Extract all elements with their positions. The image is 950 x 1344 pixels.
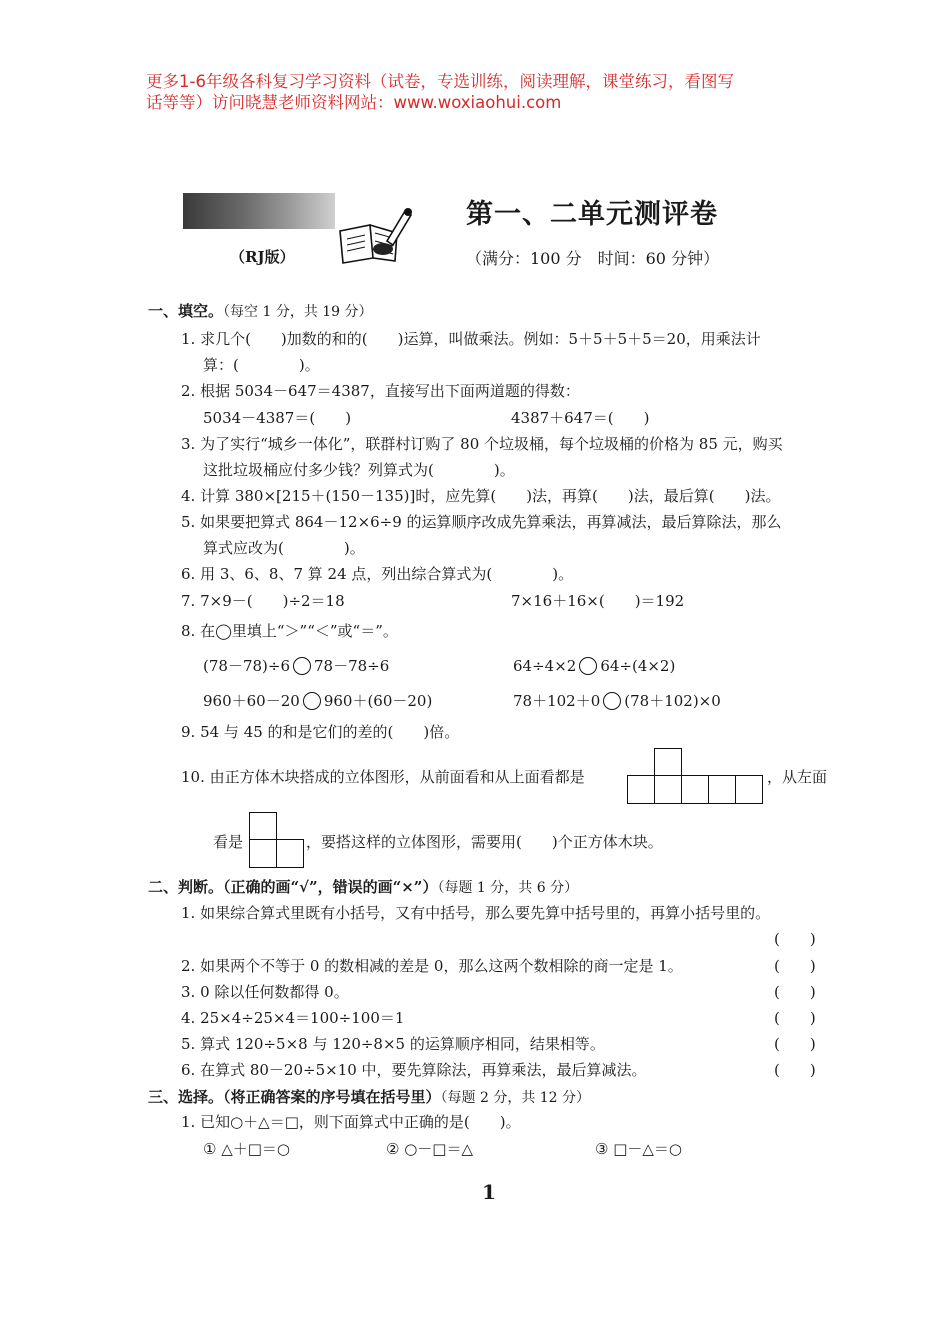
book-pencil-icon	[335, 203, 415, 265]
judge-blank-3[interactable]: ( )	[774, 983, 816, 1001]
judge-blank-6[interactable]: ( )	[774, 1061, 816, 1079]
judge-item-3: 3. 0 除以任何数都得 0。	[181, 983, 349, 1001]
section1-note: （每空 1 分，共 19 分）	[223, 304, 373, 320]
front-view-figure	[627, 748, 767, 804]
judge-item-5: 5. 算式 120÷5×8 与 120÷8×5 的运算顺序相同，结果相等。	[181, 1035, 605, 1053]
choice-option-3[interactable]: ③ □－△＝○	[595, 1140, 683, 1158]
choice-q1: 1. 已知○＋△＝□，则下面算式中正确的是( )。	[181, 1113, 521, 1131]
section3-heading	[148, 1086, 590, 1107]
section3-note: （每题 2 分，共 12 分）	[440, 1090, 591, 1106]
q8-item-4-left: 78＋102＋0	[513, 692, 601, 710]
q8-item-1	[203, 656, 389, 676]
q6-text: 6. 用 3、6、8、7 算 24 点，列出综合算式为( )。	[181, 565, 574, 583]
figure-cell	[627, 775, 655, 804]
section1-title: 一、填空。	[148, 302, 224, 320]
judge-item-6: 6. 在算式 80－20÷5×10 中，要先算除法，再算乘法，最后算减法。	[181, 1061, 647, 1079]
figure-cell	[249, 839, 277, 868]
q8-item-3-right: 960＋(60－20)	[323, 692, 433, 710]
judge-item-1: 1. 如果综合算式里既有小括号，又有中括号，那么要先算中括号里的，再算小括号里的。	[181, 904, 771, 922]
q7b-text: 7×16＋16×( )＝192	[511, 592, 685, 610]
q8-item-2-right: 64÷(4×2)	[600, 657, 676, 675]
section2-note: （每题 1 分，共 6 分）	[437, 880, 579, 896]
q7a-text: 7. 7×9－( )÷2＝18	[181, 592, 345, 610]
judge-blank-2[interactable]: ( )	[774, 957, 816, 975]
q8-item-4-right: (78＋102)×0	[624, 692, 721, 710]
q8-item-1-right: 78－78÷6	[314, 657, 390, 675]
q9-text: 9. 54 与 45 的和是它们的差的( )倍。	[181, 723, 460, 741]
q5-line2: 算式应改为( )。	[203, 539, 365, 557]
q1-line1: 1. 求几个( )加数的和的( )运算，叫做乘法。例如：5＋5＋5＋5＝20，用乘法计	[181, 330, 761, 348]
edition-label: （RJ版）	[230, 248, 295, 266]
figure-cell	[654, 775, 682, 804]
q2b-text: 4387＋647＝( )	[511, 409, 650, 427]
q3-line1: 3. 为了实行“城乡一体化”，联群村订购了 80 个垃圾桶，每个垃圾桶的价格为 85 元，购买	[181, 435, 783, 453]
header-notice-line2: 话等等）访问晓慧老师资料网站：www.woxiaohui.com	[146, 93, 562, 112]
unit-banner-image	[183, 193, 335, 229]
q8-item-4	[513, 691, 721, 711]
figure-cell	[735, 775, 763, 804]
compare-circle[interactable]	[579, 657, 597, 675]
q8-item-1-left: (78－78)÷6	[203, 657, 290, 675]
section1-heading	[148, 300, 373, 321]
judge-item-4: 4. 25×4÷25×4＝100÷100＝1	[181, 1009, 405, 1027]
section3-title: 三、选择。（将正确答案的序号填在括号里）	[148, 1088, 441, 1106]
q10-part2: ，从左面	[767, 768, 828, 786]
judge-blank-4[interactable]: ( )	[774, 1009, 816, 1027]
q3-line2: 这批垃圾桶应付多少钱？列算式为( )。	[203, 461, 515, 479]
page-title: 第一、二单元测评卷	[466, 199, 718, 230]
q8-item-2-left: 64÷4×2	[513, 657, 577, 675]
q4-text: 4. 计算 380×[215＋(150－135)]时，应先算( )法，再算( )法，最后算( )法。	[181, 487, 781, 505]
figure-cell	[654, 748, 682, 777]
q5-line1: 5. 如果要把算式 864－12×6÷9 的运算顺序改成先算乘法，再算减法，最后算除法，那么	[181, 513, 782, 531]
judge-blank-5[interactable]: ( )	[774, 1035, 816, 1053]
choice-option-2[interactable]: ② ○－□＝△	[386, 1140, 474, 1158]
q10-part1: 10. 由正方体木块搭成的立体图形，从前面看和从上面看都是	[181, 768, 585, 786]
q8-item-2	[513, 656, 675, 676]
q1-line2: 算：( )。	[203, 356, 320, 374]
figure-cell	[249, 812, 277, 841]
header-notice-line1: 更多1-6年级各科复习学习资料（试卷，专选训练，阅读理解，课堂练习，看图写	[146, 72, 734, 91]
figure-cell	[276, 839, 304, 868]
figure-cell	[708, 775, 736, 804]
q8-text: 8. 在◯里填上“＞”“＜”或“＝”。	[181, 622, 398, 640]
choice-option-1[interactable]: ① △＋□＝○	[203, 1140, 291, 1158]
q2a-text: 5034－4387＝( )	[203, 409, 352, 427]
compare-circle[interactable]	[603, 692, 621, 710]
q8-item-3-left: 960＋60－20	[203, 692, 300, 710]
q10-part4: ，要搭这样的立体图形，需要用( )个正方体木块。	[306, 833, 663, 851]
judge-blank-1[interactable]: ( )	[774, 930, 816, 948]
figure-cell	[681, 775, 709, 804]
compare-circle[interactable]	[303, 692, 321, 710]
q10-part3: 看是	[213, 833, 244, 851]
left-view-figure	[249, 812, 305, 868]
judge-item-2: 2. 如果两个不等于 0 的数相减的差是 0，那么这两个数相除的商一定是 1。	[181, 957, 683, 975]
compare-circle[interactable]	[293, 657, 311, 675]
page-number: 1	[482, 1180, 496, 1204]
q2-text: 2. 根据 5034－647＝4387，直接写出下面两道题的得数：	[181, 382, 580, 400]
section2-heading	[148, 876, 578, 897]
page-subtitle: （满分：100 分 时间：60 分钟）	[466, 249, 720, 268]
q8-item-3	[203, 691, 432, 711]
section2-title: 二、判断。（正确的画“√”，错误的画“×”）	[148, 878, 438, 896]
